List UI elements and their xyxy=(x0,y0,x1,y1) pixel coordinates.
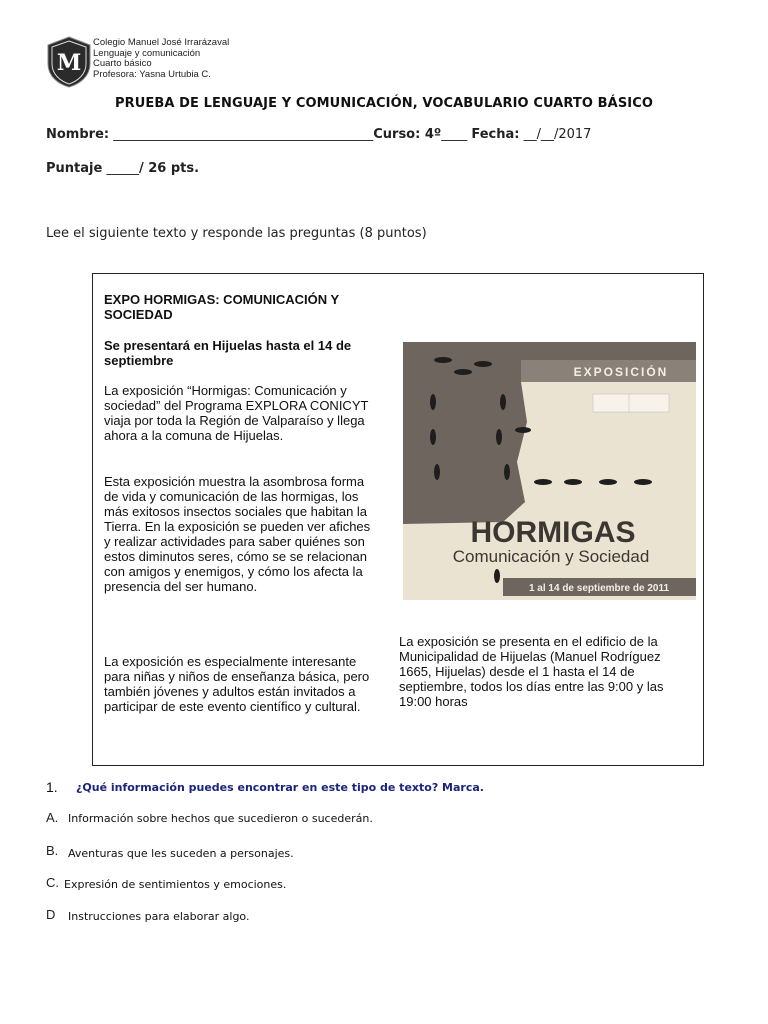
option-a-text[interactable]: Información sobre hechos que sucedieron o sucederán. xyxy=(68,812,373,825)
fecha-label: Fecha: xyxy=(471,127,520,142)
option-b-letter[interactable]: B. xyxy=(46,843,59,858)
school-info xyxy=(93,38,229,80)
question-text: ¿Qué información puedes encontrar en este tipo de texto? Marca. xyxy=(76,781,484,794)
article-title: EXPO HORMIGAS: COMUNICACIÓN Y SOCIEDAD xyxy=(104,292,339,322)
grade: Cuarto básico xyxy=(93,58,152,69)
curso-blank[interactable]: ____ xyxy=(441,127,468,142)
exhibition-poster xyxy=(403,342,696,600)
option-b-text[interactable]: Aventuras que les suceden a personajes. xyxy=(68,847,294,860)
article-subtitle: Se presentará en Hijuelas hasta el 14 de septiembre xyxy=(104,338,352,368)
option-c-letter[interactable]: C. xyxy=(46,875,59,890)
score-row xyxy=(46,161,199,176)
svg-text:HORMIGAS: HORMIGAS xyxy=(470,516,636,549)
option-d-text[interactable]: Instrucciones para elaborar algo. xyxy=(68,910,250,923)
school-name: Colegio Manuel José Irrarázaval xyxy=(93,37,230,48)
svg-text:1 al 14 de septiembre de 2011: 1 al 14 de septiembre de 2011 xyxy=(528,583,670,594)
instruction: Lee el siguiente texto y responde las preguntas (8 puntos) xyxy=(46,226,427,241)
puntaje-label: Puntaje xyxy=(46,161,103,176)
svg-text:EXPOSICIÓN: EXPOSICIÓN xyxy=(573,365,669,379)
puntaje-blank[interactable]: _____ xyxy=(106,161,139,176)
article-paragraph-2: Esta exposición muestra la asombrosa forma de vida y comunicación de las hormigas, los más exitosos insectos sociales que habitan la Tierra. En la exposición se pueden ver afiches y realizar actividades para saber quiénes son estos diminutos seres, cómo se se relacionan con amigos y enemigos, y cómo los afecta la presencia del ser humano. xyxy=(104,474,371,594)
article-paragraph-4: La exposición se presenta en el edificio de la Municipalidad de Hijuelas (Manuel Rodríguez 1665, Hijuelas) desde el 1 hasta el 14 de septiembre, todos los días entre las 9:00 y las 19:00 horas xyxy=(399,634,664,709)
student-fields-row xyxy=(46,127,591,142)
article-paragraph-3: La exposición es especialmente interesante para niñas y niños de enseñanza básica, pero también jóvenes y adultos están invitados a participar de este evento científico y cultural. xyxy=(104,654,370,714)
fecha-value[interactable]: __/__/2017 xyxy=(523,127,592,142)
nombre-blank[interactable]: ________________________________________ xyxy=(113,127,374,142)
puntaje-total: / 26 pts. xyxy=(138,161,200,176)
svg-text:M: M xyxy=(56,50,82,76)
article-paragraph-1: La exposición “Hormigas: Comunicación y sociedad” del Programa EXPLORA CONICYT viaja por toda la Región de Valparaíso y llega ahora a la comuna de Hijuelas. xyxy=(104,383,369,443)
question-number: 1. xyxy=(46,779,58,795)
option-c-text[interactable]: Expresión de sentimientos y emociones. xyxy=(64,878,287,891)
option-a-letter[interactable]: A. xyxy=(46,810,59,825)
curso-label: Curso: 4º xyxy=(373,127,442,142)
subject: Lenguaje y comunicación xyxy=(93,47,201,59)
option-d-letter[interactable]: D xyxy=(46,907,56,922)
teacher: Profesora: Yasna Urtubia C. xyxy=(93,68,211,80)
nombre-label: Nombre: xyxy=(46,127,110,142)
school-crest-logo xyxy=(46,36,92,88)
svg-text:Comunicación y Sociedad: Comunicación y Sociedad xyxy=(452,547,650,566)
page-title: PRUEBA DE LENGUAJE Y COMUNICACIÓN, VOCABULARIO CUARTO BÁSICO xyxy=(114,96,654,111)
